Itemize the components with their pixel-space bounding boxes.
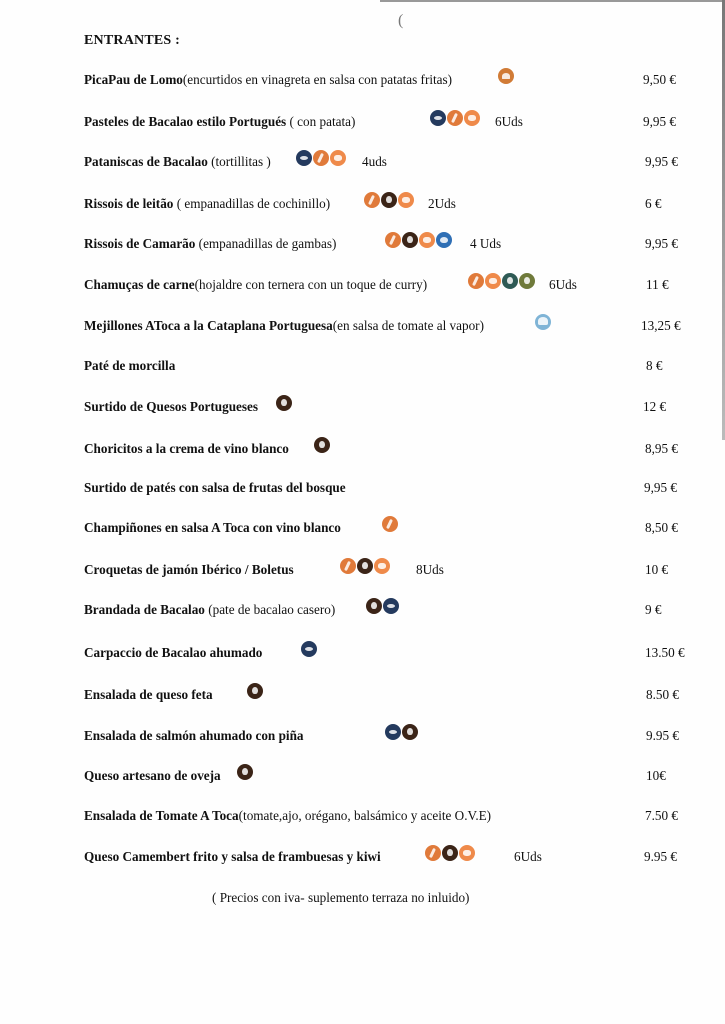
menu-item-units: 4uds: [362, 154, 387, 169]
milk-icon: [402, 232, 418, 248]
fish-icon: [385, 724, 401, 740]
menu-item-description: (hojaldre con ternera con un toque de curry): [194, 277, 428, 292]
allergen-icons: [425, 844, 476, 861]
allergen-icons: [366, 597, 400, 614]
gluten-icon: [340, 558, 356, 574]
menu-item-units: 2Uds: [428, 196, 456, 211]
menu-item-price: 12 €: [643, 399, 667, 414]
menu-item-name: Carpaccio de Bacalao ahumado: [84, 645, 263, 660]
milk-icon: [366, 598, 382, 614]
egg-icon: [464, 110, 480, 126]
page-edge-top: [380, 0, 725, 2]
allergen-icons: [430, 109, 481, 126]
menu-item: [84, 520, 684, 542]
menu-item: [84, 768, 684, 790]
menu-item-name: Rissois de Camarão: [84, 236, 196, 251]
menu-item: [84, 645, 684, 667]
menu-item-price: 8.50 €: [646, 687, 679, 702]
menu-item-description: ( empanadillas de cochinillo): [173, 196, 331, 211]
menu-item: [84, 728, 684, 750]
menu-item-name: Pataniscas de Bacalao: [84, 154, 208, 169]
menu-item-name: Pasteles de Bacalao estilo Portugués: [84, 114, 287, 129]
menu-item-description: (en salsa de tomate al vapor): [332, 318, 484, 333]
menu-item-units: 8Uds: [416, 562, 444, 577]
menu-item-description: (empanadillas de gambas): [195, 236, 337, 251]
menu-item-name: Champiñones en salsa A Toca con vino blanco: [84, 520, 341, 535]
fish-icon: [383, 598, 399, 614]
menu-item: [84, 358, 684, 380]
sulfite-icon: [498, 68, 514, 84]
egg-icon: [459, 845, 475, 861]
menu-item-name: Surtido de patés con salsa de frutas del bosque: [84, 480, 346, 495]
menu-item-units: 6Uds: [514, 849, 542, 864]
menu-item-name: Ensalada de queso feta: [84, 687, 213, 702]
mollusc-icon: [535, 314, 551, 330]
menu-item-price: 7.50 €: [645, 808, 678, 823]
menu-item-name: Paté de morcilla: [84, 358, 176, 373]
menu-item: [84, 441, 684, 463]
menu-item-price: 8 €: [646, 358, 663, 373]
allergen-icons: [535, 313, 552, 330]
egg-icon: [398, 192, 414, 208]
menu-item-name: Surtido de Quesos Portugueses: [84, 399, 259, 414]
egg-icon: [330, 150, 346, 166]
allergen-icons: [498, 67, 515, 84]
menu-item-name: Croquetas de jamón Ibérico / Boletus: [84, 562, 294, 577]
menu-item-units: 4 Uds: [470, 236, 502, 251]
menu-item-description: (tortillitas ): [207, 154, 271, 169]
egg-icon: [485, 273, 501, 289]
menu-item-name: Ensalada de Tomate A Toca: [84, 808, 239, 823]
menu-item-name: Queso Camembert frito y salsa de frambuesas y kiwi: [84, 849, 381, 864]
menu-item-price: 6 €: [645, 196, 662, 211]
menu-item-price: 9,50 €: [643, 72, 676, 87]
milk-icon: [237, 764, 253, 780]
menu-item: [84, 808, 684, 830]
menu-item-name: Choricitos a la crema de vino blanco: [84, 441, 289, 456]
menu-item: [84, 72, 684, 94]
menu-item-name: Ensalada de salmón ahumado con piña: [84, 728, 304, 743]
menu-item-description: (tomate,ajo, orégano, balsámico y aceite O.V.E): [238, 808, 492, 823]
menu-item-price: 8,95 €: [645, 441, 678, 456]
fish-icon: [301, 641, 317, 657]
crustacean-icon: [436, 232, 452, 248]
menu-item: [84, 480, 684, 502]
milk-icon: [314, 437, 330, 453]
allergen-icons: [237, 763, 254, 780]
menu-item-description: (encurtidos en vinagreta en salsa con patatas fritas): [182, 72, 453, 87]
menu-item-price: 9,95 €: [643, 114, 676, 129]
milk-icon: [381, 192, 397, 208]
section-title: ENTRANTES :: [84, 33, 180, 48]
milk-icon: [402, 724, 418, 740]
gluten-icon: [364, 192, 380, 208]
allergen-icons: [385, 231, 453, 248]
menu-item-name: Mejillones AToca a la Cataplana Portuguesa: [84, 318, 333, 333]
celery-icon: [519, 273, 535, 289]
menu-item-price: 10€: [646, 768, 666, 783]
menu-item-units: 6Uds: [495, 114, 523, 129]
menu-item-price: 13,25 €: [641, 318, 681, 333]
menu-item-price: 13.50 €: [645, 645, 685, 660]
allergen-icons: [385, 723, 419, 740]
fish-icon: [430, 110, 446, 126]
price-footnote: ( Precios con iva- suplemento terraza no inluido): [212, 890, 470, 905]
allergen-icons: [468, 272, 536, 289]
menu-item: [84, 562, 684, 584]
egg-icon: [374, 558, 390, 574]
gluten-icon: [382, 516, 398, 532]
milk-icon: [247, 683, 263, 699]
menu-item-price: 8,50 €: [645, 520, 678, 535]
allergen-icons: [364, 191, 415, 208]
allergen-icons: [340, 557, 391, 574]
menu-item: [84, 687, 684, 709]
menu-item-price: 9,95 €: [644, 480, 677, 495]
allergen-icons: [301, 640, 318, 657]
gluten-icon: [385, 232, 401, 248]
menu-item-description: ( con patata): [286, 114, 356, 129]
egg-icon: [419, 232, 435, 248]
gluten-icon: [447, 110, 463, 126]
allergen-icons: [247, 682, 264, 699]
mustard-icon: [502, 273, 518, 289]
menu-item: [84, 196, 684, 218]
menu-item-name: Queso artesano de oveja: [84, 768, 221, 783]
allergen-icons: [314, 436, 331, 453]
menu-item-units: 6Uds: [549, 277, 577, 292]
menu-item-price: 9.95 €: [646, 728, 679, 743]
menu-item-name: Rissois de leitão: [84, 196, 174, 211]
menu-item-name: PicaPau de Lomo: [84, 72, 183, 87]
menu-item: [84, 277, 684, 299]
allergen-icons: [382, 515, 399, 532]
menu-item: [84, 154, 684, 176]
menu-item: [84, 399, 684, 421]
menu-item-name: Brandada de Bacalao: [84, 602, 205, 617]
menu-item-price: 9,95 €: [645, 154, 678, 169]
menu-item-description: (pate de bacalao casero): [204, 602, 336, 617]
menu-item: [84, 236, 684, 258]
menu-item: [84, 849, 684, 871]
menu-item-price: 10 €: [645, 562, 669, 577]
milk-icon: [276, 395, 292, 411]
allergen-icons: [296, 149, 347, 166]
gluten-icon: [313, 150, 329, 166]
menu-item-price: 9 €: [645, 602, 662, 617]
menu-item: [84, 114, 684, 136]
menu-item-price: 9.95 €: [644, 849, 677, 864]
gluten-icon: [468, 273, 484, 289]
menu-item: [84, 318, 684, 340]
milk-icon: [442, 845, 458, 861]
fish-icon: [296, 150, 312, 166]
menu-item-name: Chamuças de carne: [84, 277, 195, 292]
gluten-icon: [425, 845, 441, 861]
allergen-icons: [276, 394, 293, 411]
milk-icon: [357, 558, 373, 574]
stray-mark: (: [398, 12, 404, 29]
menu-item-price: 11 €: [646, 277, 669, 292]
menu-item: [84, 602, 684, 624]
menu-item-price: 9,95 €: [645, 236, 678, 251]
